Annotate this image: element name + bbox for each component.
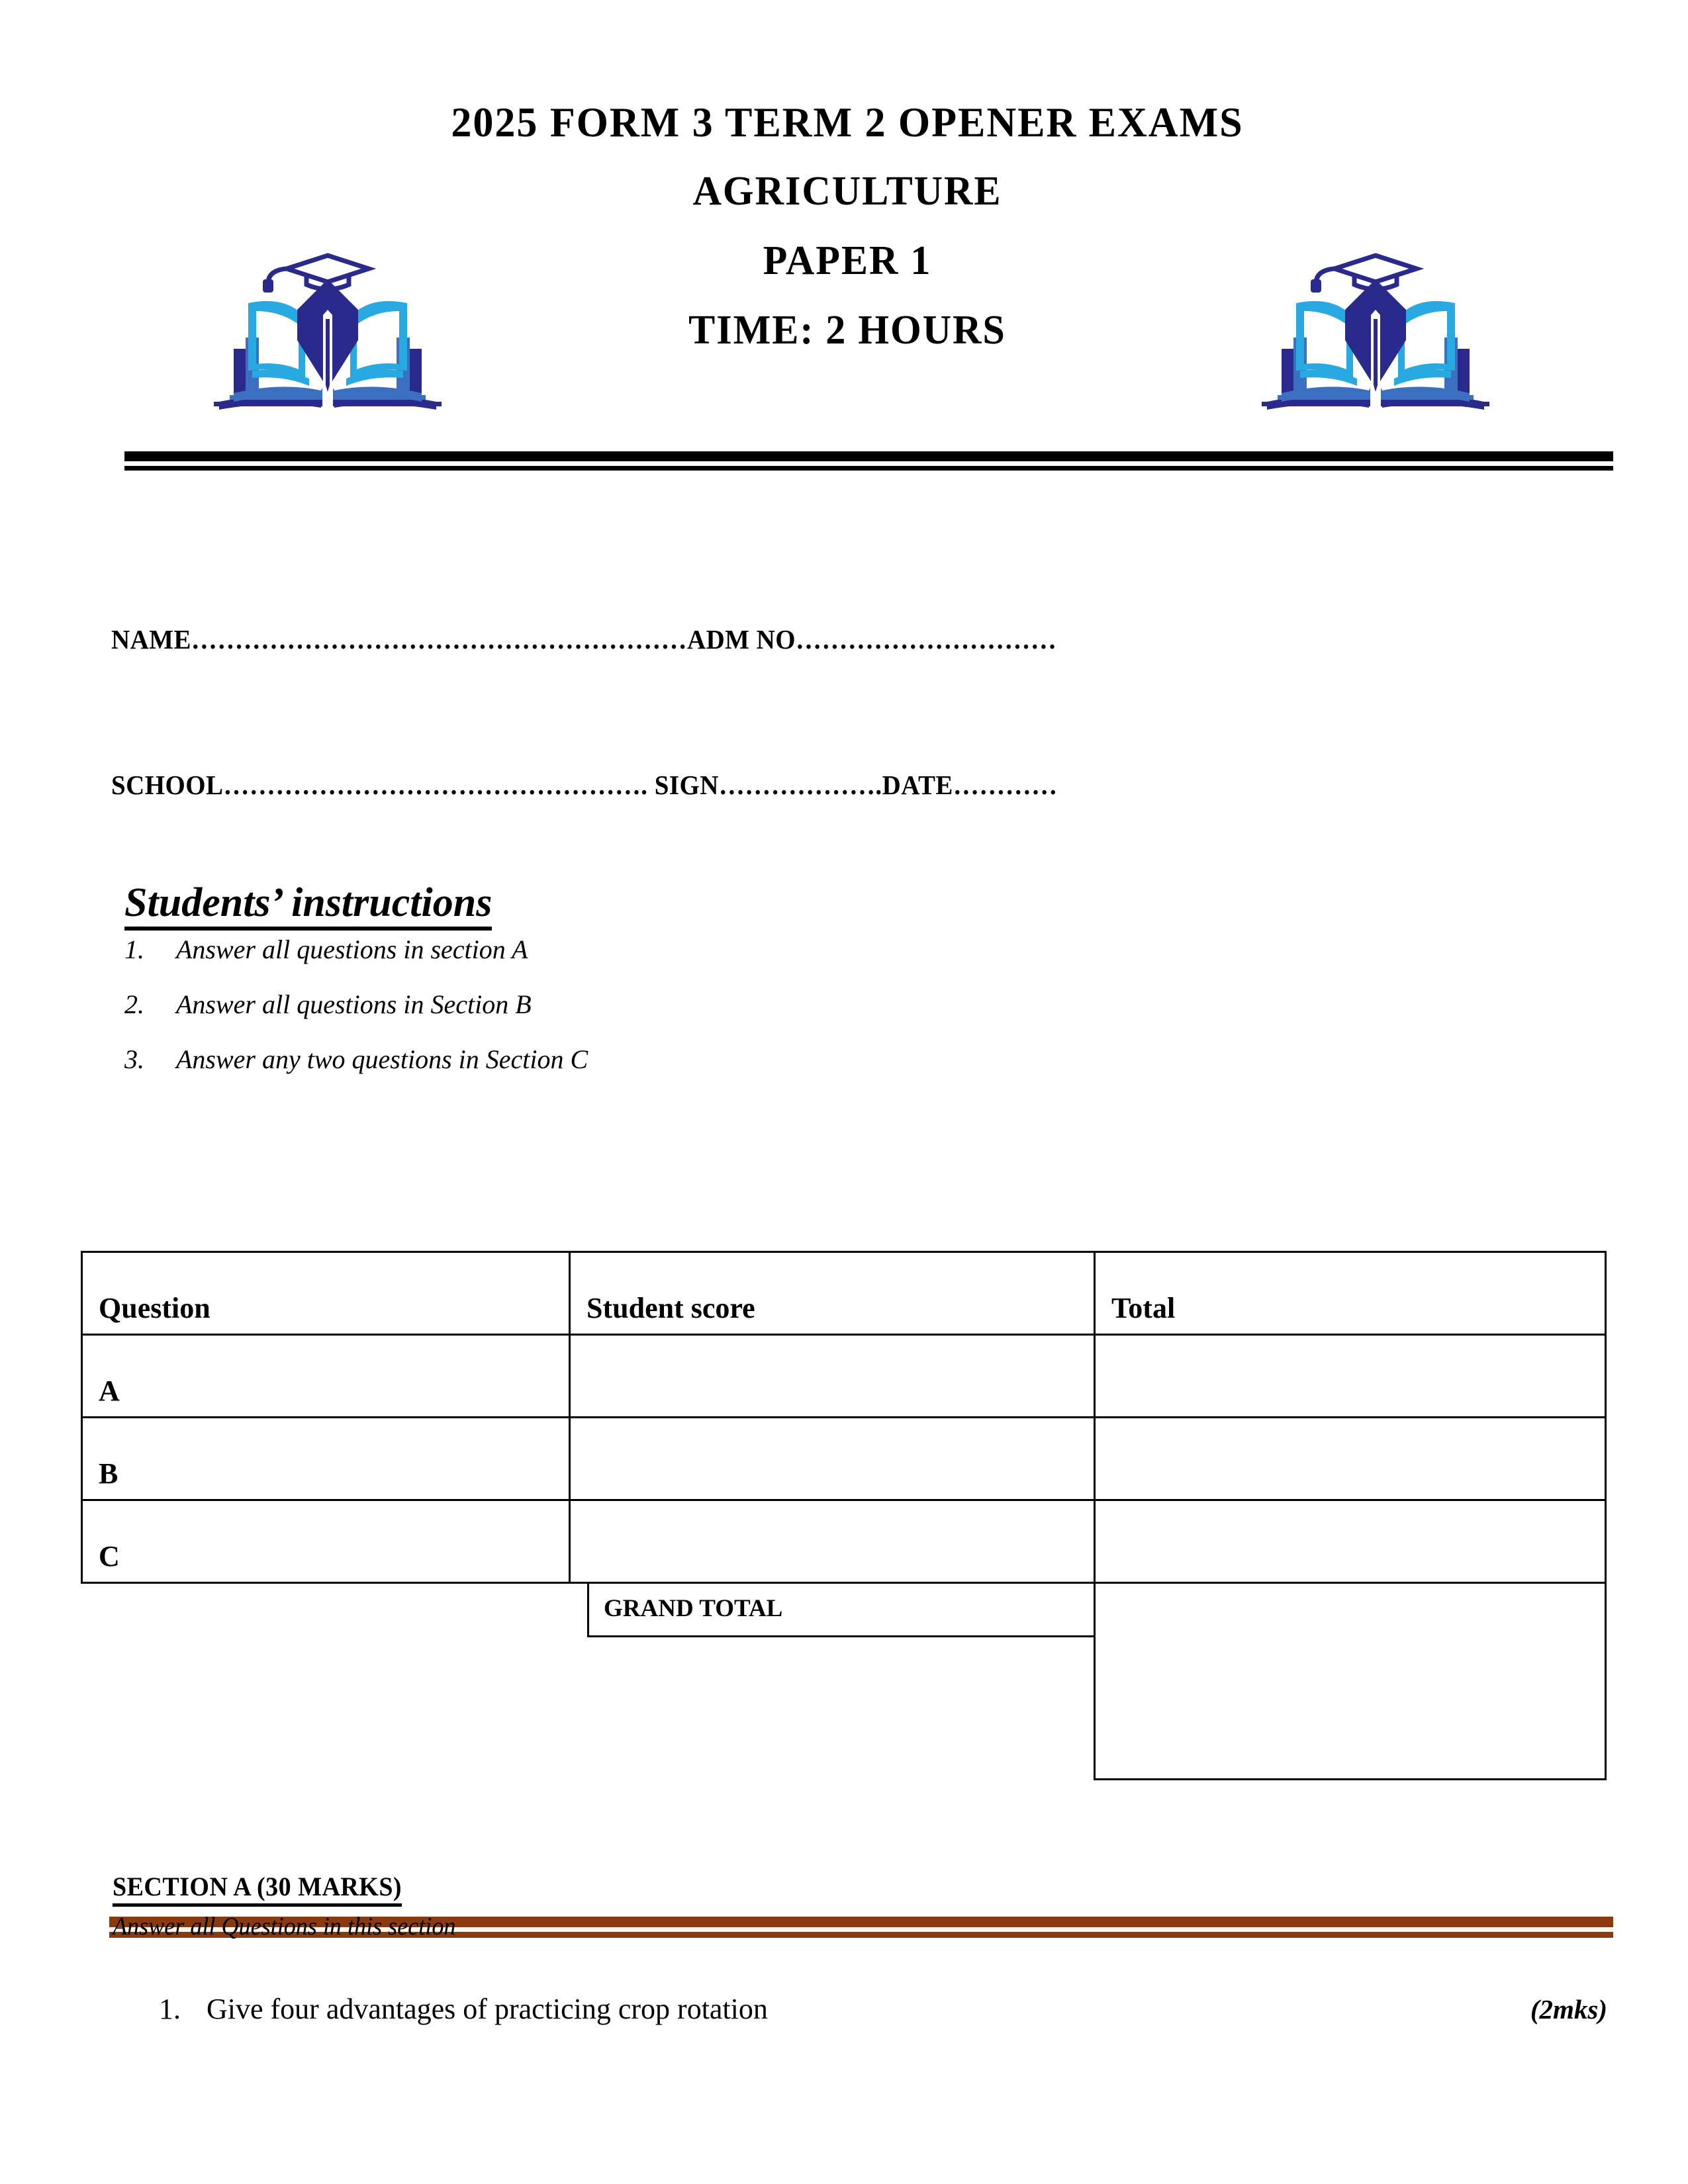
table-header-cell-total: [1094, 1251, 1607, 1336]
question-text: Give four advantages of practicing crop rotation: [207, 1993, 768, 2025]
grand-total-label: GRAND TOTAL: [604, 1595, 783, 1622]
instruction-number: 3.: [124, 1044, 144, 1074]
table-header-cell-question: [81, 1251, 571, 1336]
name-and-admno-field-line[interactable]: NAME…………………………………………………ADM NO…………………………: [111, 624, 1057, 655]
table-header-cell-student-score: [569, 1251, 1096, 1336]
list-item: [124, 989, 1051, 1020]
table-row-b-total-cell[interactable]: [1094, 1416, 1607, 1501]
instruction-text: Answer any two questions in Section C: [176, 1044, 588, 1074]
header-divider-gap: [124, 461, 1613, 466]
column-header-question: Question: [99, 1292, 211, 1324]
section-a-subheading: Answer all Questions in this section: [113, 1913, 456, 1940]
column-header-student-score: Student score: [586, 1292, 755, 1324]
grand-total-value-cell[interactable]: [1094, 1582, 1607, 1780]
list-item: [124, 1044, 1051, 1075]
column-header-total: Total: [1111, 1292, 1176, 1324]
table-row-c-total-cell[interactable]: [1094, 1499, 1607, 1584]
title-line-subject: AGRICULTURE: [692, 169, 1002, 214]
header-divider-rule: [124, 451, 1613, 471]
row-label-b: B: [99, 1457, 118, 1490]
table-row-b-score-cell[interactable]: [569, 1416, 1096, 1501]
list-item: [124, 934, 1051, 965]
section-a-heading: SECTION A (30 MARKS): [113, 1871, 402, 1907]
row-label-c: C: [99, 1540, 120, 1572]
grand-total-label-cell: [587, 1582, 1096, 1637]
header-divider-thick-bar: [124, 451, 1613, 461]
instructions-list: [124, 934, 1051, 1099]
table-row-c-score-cell[interactable]: [569, 1499, 1096, 1584]
open-book-pen-graduation-cap-icon: [195, 241, 460, 423]
header-divider-thin-bar: [124, 466, 1613, 471]
score-summary-table: [81, 1251, 1607, 1780]
question-1-row: [159, 1992, 1615, 2026]
open-book-pen-graduation-cap-icon-right: [1243, 241, 1508, 423]
table-row-a-total-cell[interactable]: [1094, 1334, 1607, 1418]
table-row-c-question-cell: [81, 1499, 571, 1584]
instruction-text: Answer all questions in Section B: [176, 989, 532, 1019]
question-marks: (2mks): [1530, 1994, 1607, 2025]
instructions-heading: Students’ instructions: [124, 880, 492, 931]
table-row-b-question-cell: [81, 1416, 571, 1501]
title-line-paper: PAPER 1: [763, 238, 932, 283]
question-number: 1.: [159, 1993, 181, 2025]
title-line-exam: 2025 FORM 3 TERM 2 OPENER EXAMS: [451, 99, 1244, 146]
school-sign-date-field-line[interactable]: SCHOOL…………………………………………. SIGN……………….DATE…………: [111, 770, 1058, 800]
instruction-text: Answer all questions in section A: [176, 934, 528, 964]
table-row-a-question-cell: [81, 1334, 571, 1418]
row-label-a: A: [99, 1375, 120, 1407]
instruction-number: 1.: [124, 934, 144, 964]
title-line-time: TIME: 2 HOURS: [688, 308, 1006, 353]
instruction-number: 2.: [124, 989, 144, 1019]
table-row-a-score-cell[interactable]: [569, 1334, 1096, 1418]
document-header: [0, 87, 1688, 372]
